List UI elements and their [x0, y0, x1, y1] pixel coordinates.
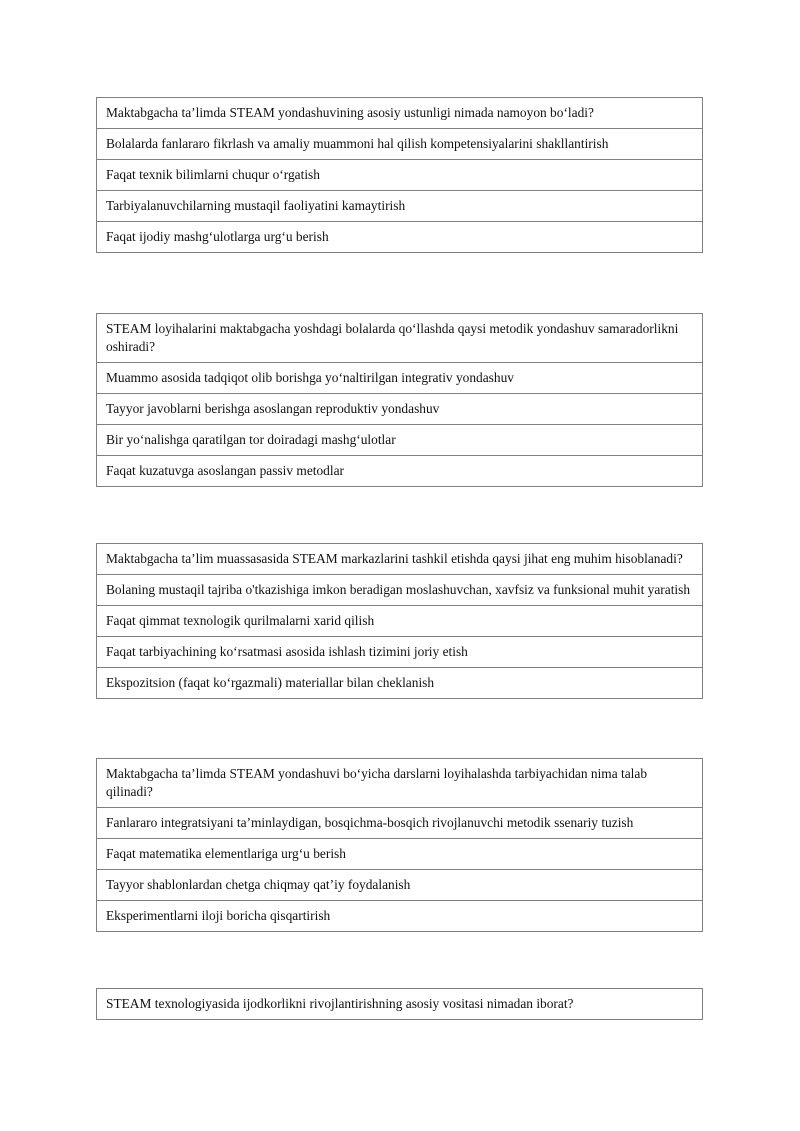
answer-option: Faqat qimmat texnologik qurilmalarni xarid qilish: [96, 605, 703, 637]
answer-option: Faqat kuzatuvga asoslangan passiv metodlar: [96, 455, 703, 487]
question-block-5: [96, 988, 703, 1020]
question-text: STEAM texnologiyasida ijodkorlikni rivojlantirishning asosiy vositasi nimadan iborat?: [96, 988, 703, 1020]
answer-option: Faqat tarbiyachining ko‘rsatmasi asosida ishlash tizimini joriy etish: [96, 636, 703, 668]
answer-option: Muammo asosida tadqiqot olib borishga yo‘naltirilgan integrativ yondashuv: [96, 362, 703, 394]
question-text: Maktabgacha ta’limda STEAM yondashuvi bo‘yicha darslarni loyihalashda tarbiyachidan nima talab qilinadi?: [96, 758, 703, 808]
answer-option: Faqat texnik bilimlarni chuqur o‘rgatish: [96, 159, 703, 191]
answer-option: Eksperimentlarni iloji boricha qisqartirish: [96, 900, 703, 932]
question-text: Maktabgacha ta’lim muassasasida STEAM markazlarini tashkil etishda qaysi jihat eng muhim hisoblanadi?: [96, 543, 703, 575]
answer-option: Faqat matematika elementlariga urg‘u berish: [96, 838, 703, 870]
question-block-1: [96, 97, 703, 253]
answer-option: Ekspozitsion (faqat ko‘rgazmali) materiallar bilan cheklanish: [96, 667, 703, 699]
answer-option: Tayyor shablonlardan chetga chiqmay qat’iy foydalanish: [96, 869, 703, 901]
question-text: Maktabgacha ta’limda STEAM yondashuvining asosiy ustunligi nimada namoyon bo‘ladi?: [96, 97, 703, 129]
answer-option: Tarbiyalanuvchilarning mustaqil faoliyatini kamaytirish: [96, 190, 703, 222]
answer-option: Faqat ijodiy mashg‘ulotlarga urg‘u berish: [96, 221, 703, 253]
question-block-2: [96, 313, 703, 487]
question-block-4: [96, 758, 703, 932]
question-block-3: [96, 543, 703, 699]
answer-option: Bolaning mustaqil tajriba o'tkazishiga imkon beradigan moslashuvchan, xavfsiz va funksional muhit yaratish: [96, 574, 703, 606]
answer-option: Bir yo‘nalishga qaratilgan tor doiradagi mashg‘ulotlar: [96, 424, 703, 456]
answer-option: Fanlararo integratsiyani ta’minlaydigan, bosqichma-bosqich rivojlanuvchi metodik ssenariy tuzish: [96, 807, 703, 839]
answer-option: Tayyor javoblarni berishga asoslangan reproduktiv yondashuv: [96, 393, 703, 425]
answer-option: Bolalarda fanlararo fikrlash va amaliy muammoni hal qilish kompetensiyalarini shakllantirish: [96, 128, 703, 160]
question-text: STEAM loyihalarini maktabgacha yoshdagi bolalarda qo‘llashda qaysi metodik yondashuv samaradorlikni oshiradi?: [96, 313, 703, 363]
